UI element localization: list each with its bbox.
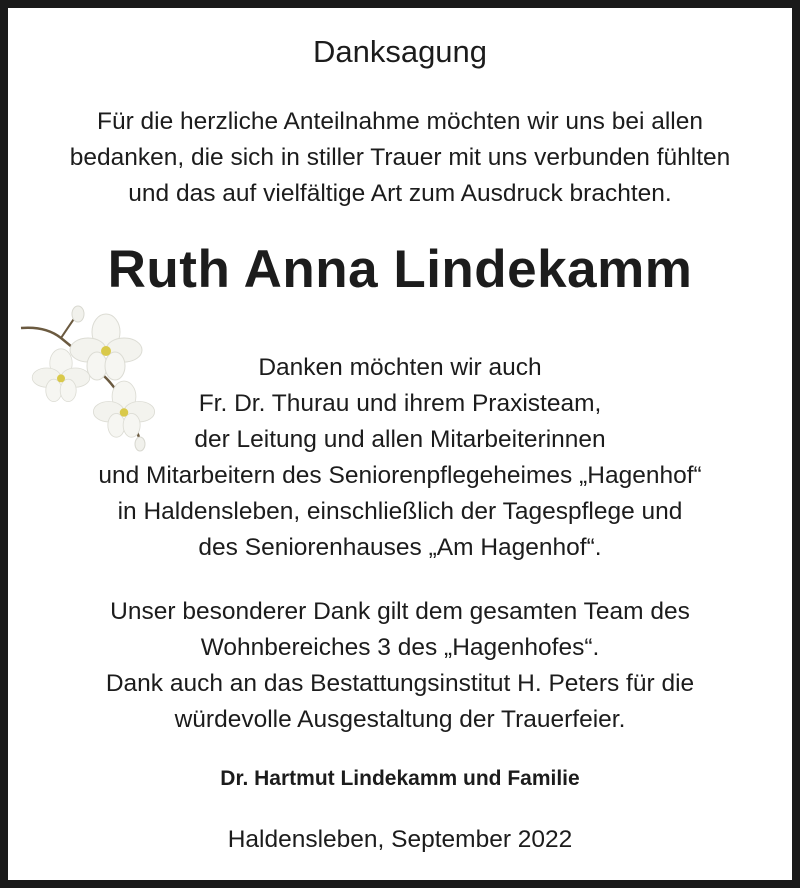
deceased-name: Ruth Anna Lindekamm (107, 240, 693, 299)
thanks-text (8, 350, 792, 566)
intro-text (8, 104, 792, 212)
thanks-line: Fr. Dr. Thurau und ihrem Praxisteam, (198, 390, 602, 417)
place-date: Haldensleben, September 2022 (227, 826, 573, 853)
intro-line: bedanken, die sich in stiller Trauer mit uns verbunden fühlten (69, 144, 731, 171)
signature: Dr. Hartmut Lindekamm und Familie (220, 767, 580, 790)
special-thanks-line: würdevolle Ausgestaltung der Trauerfeier. (174, 706, 626, 733)
thanks-line: Danken möchten wir auch (258, 354, 542, 381)
thanks-line: in Haldensleben, einschließlich der Tagespflege und (117, 498, 683, 525)
special-thanks-line: Unser besonderer Dank gilt dem gesamten Team des (110, 598, 690, 625)
thanks-line: der Leitung und allen Mitarbeiterinnen (194, 426, 606, 453)
intro-line: und das auf vielfältige Art zum Ausdruck brachten. (128, 180, 672, 207)
special-thanks-line: Wohnbereiches 3 des „Hagenhofes“. (200, 634, 600, 661)
thanks-line: und Mitarbeitern des Seniorenpflegeheimes „Hagenhof“ (98, 462, 702, 489)
intro-line: Für die herzliche Anteilnahme möchten wir uns bei allen (96, 108, 704, 135)
thanks-line: des Seniorenhauses „Am Hagenhof“. (198, 534, 602, 561)
special-thanks-line: Dank auch an das Bestattungsinstitut H. Peters für die (105, 670, 695, 697)
notice-heading: Danksagung (312, 34, 488, 69)
special-thanks-text (8, 594, 792, 738)
